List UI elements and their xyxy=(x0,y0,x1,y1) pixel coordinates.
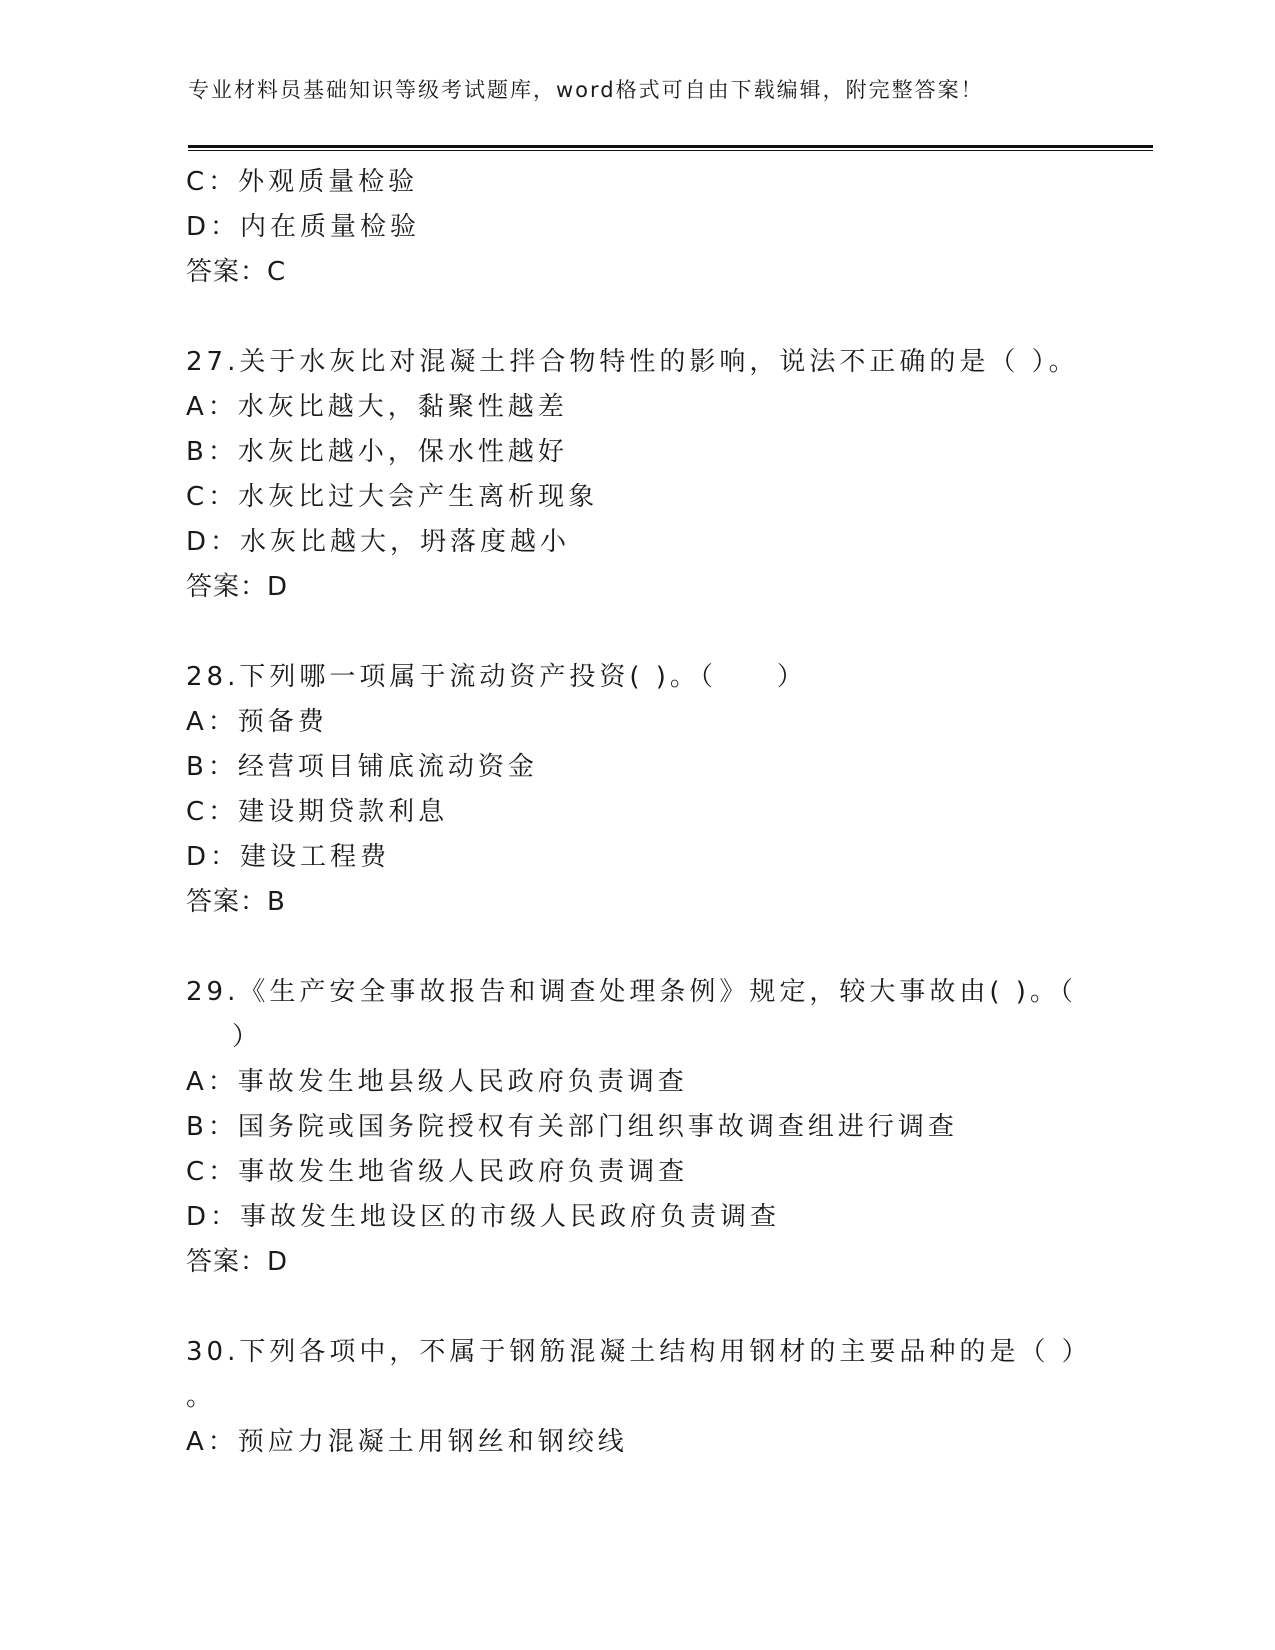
q29-option-c: C：事故发生地省级人民政府负责调查 xyxy=(186,1157,689,1187)
q29-option-a: A：事故发生地县级人民政府负责调查 xyxy=(186,1067,688,1097)
header-rule-thin xyxy=(188,150,1153,151)
q28-option-c: C：建设期贷款利息 xyxy=(186,797,449,827)
question-30-continuation: 。 xyxy=(186,1382,217,1412)
q27-option-a: A：水灰比越大，黏聚性越差 xyxy=(186,392,568,422)
answer-29: 答案：D xyxy=(186,1247,289,1277)
q27-option-d: D：水灰比越大，坍落度越小 xyxy=(186,527,571,557)
answer-26: 答案：C xyxy=(186,257,287,287)
option-c: C：外观质量检验 xyxy=(186,167,419,197)
option-d: D：内在质量检验 xyxy=(186,212,421,242)
question-list xyxy=(186,160,1092,1465)
page-header: 专业材料员基础知识等级考试题库，word格式可自由下载编辑，附完整答案！ xyxy=(188,78,984,102)
header-rule-thick xyxy=(188,145,1153,148)
spacer xyxy=(186,925,1086,970)
q30-option-a: A：预应力混凝土用钢丝和钢绞线 xyxy=(186,1427,628,1457)
question-28: 28.下列哪一项属于流动资产投资( )。（ ） xyxy=(186,662,807,692)
question-27: 27.关于水灰比对混凝土拌合物特性的影响，说法不正确的是（ ）。 xyxy=(186,347,1079,377)
q28-option-a: A：预备费 xyxy=(186,707,328,737)
answer-28: 答案：B xyxy=(186,887,286,917)
q28-option-b: B：经营项目铺底流动资金 xyxy=(186,752,538,782)
q29-option-d: D：事故发生地设区的市级人民政府负责调查 xyxy=(186,1202,781,1232)
spacer xyxy=(186,295,1086,340)
spacer xyxy=(186,610,1086,655)
question-29-continuation: ） xyxy=(232,1022,263,1052)
q28-option-d: D：建设工程费 xyxy=(186,842,391,872)
q27-option-b: B：水灰比越小，保水性越好 xyxy=(186,437,568,467)
question-30: 30.下列各项中，不属于钢筋混凝土结构用钢材的主要品种的是（ ） xyxy=(186,1337,1092,1367)
q29-option-b: B：国务院或国务院授权有关部门组织事故调查组进行调查 xyxy=(186,1112,958,1142)
question-29: 29.《生产安全事故报告和调查处理条例》规定，较大事故由( )。（ xyxy=(186,977,1077,1007)
spacer xyxy=(186,1285,1086,1330)
q27-option-c: C：水灰比过大会产生离析现象 xyxy=(186,482,599,512)
answer-27: 答案：D xyxy=(186,572,289,602)
